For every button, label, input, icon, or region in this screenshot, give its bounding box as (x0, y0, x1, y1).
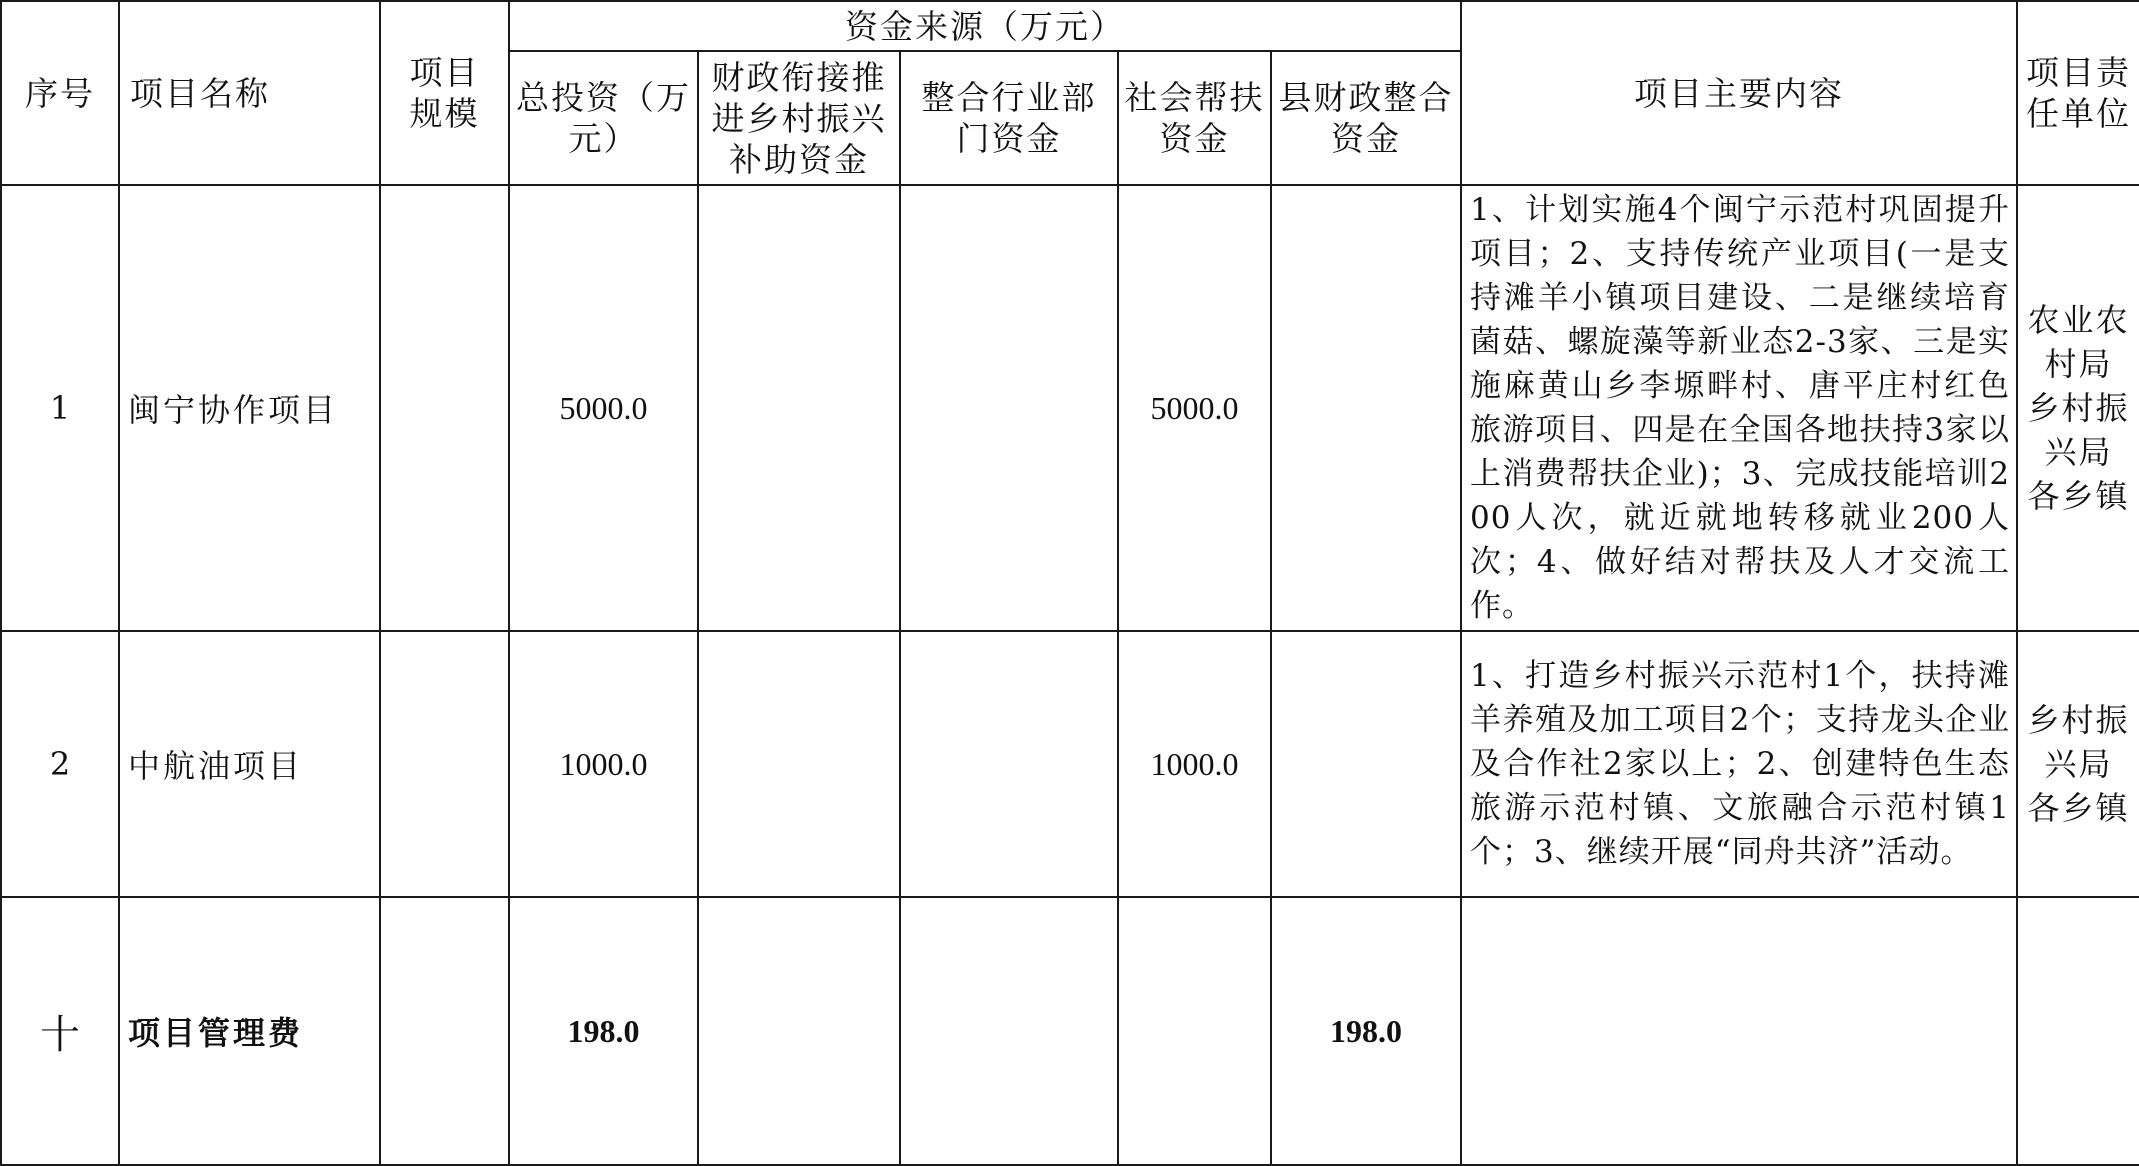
row-unit: 乡村振 兴局 各乡镇 (2017, 631, 2139, 897)
row-name: 项目管理费 (119, 897, 380, 1165)
header-name: 项目名称 (119, 1, 380, 185)
row-total: 198.0 (509, 897, 698, 1165)
row-content: 1、计划实施4个闽宁示范村巩固提升项目；2、支持传统产业项目(一是支持滩羊小镇项目建设、二是继续培育菌菇、螺旋藻等新业态2-3家、三是实施麻黄山乡李塬畔村、唐平庄村红色旅游项目、四是在全国各地扶持3家以上消费帮扶企业)；3、完成技能培训200人次，就近就地转移就业200人次；4、做好结对帮扶及人才交流工作。 (1461, 185, 2017, 631)
row-seq: 2 (1, 631, 119, 897)
header-county: 县财政整合 资金 (1271, 51, 1461, 185)
header-fund-source: 资金来源（万元） (509, 1, 1461, 51)
header-fiscal: 财政衔接推 进乡村振兴 补助资金 (698, 51, 900, 185)
row-fiscal (698, 631, 900, 897)
row-unit: 农业农 村局 乡村振 兴局 各乡镇 (2017, 185, 2139, 631)
row-fiscal (698, 185, 900, 631)
row-county: 198.0 (1271, 897, 1461, 1165)
header-content: 项目主要内容 (1461, 1, 2017, 185)
row-county (1271, 185, 1461, 631)
header-scale: 项目 规模 (380, 1, 509, 185)
row-industry (900, 631, 1118, 897)
table-row (1, 631, 2139, 897)
row-name: 闽宁协作项目 (119, 185, 380, 631)
row-content (1461, 897, 2017, 1165)
row-social (1118, 897, 1271, 1165)
header-unit: 项目责 任单位 (2017, 1, 2139, 185)
table-row (1, 185, 2139, 631)
header-seq: 序号 (1, 1, 119, 185)
header-social: 社会帮扶 资金 (1118, 51, 1271, 185)
row-scale (380, 897, 509, 1165)
row-total: 5000.0 (509, 185, 698, 631)
header-industry: 整合行业部 门资金 (900, 51, 1118, 185)
row-unit (2017, 897, 2139, 1165)
row-scale (380, 631, 509, 897)
row-fiscal (698, 897, 900, 1165)
row-seq: 1 (1, 185, 119, 631)
row-social: 5000.0 (1118, 185, 1271, 631)
row-total: 1000.0 (509, 631, 698, 897)
row-name: 中航油项目 (119, 631, 380, 897)
row-content: 1、打造乡村振兴示范村1个，扶持滩羊养殖及加工项目2个；支持龙头企业及合作社2家以上；2、创建特色生态旅游示范村镇、文旅融合示范村镇1个；3、继续开展“同舟共济”活动。 (1461, 631, 2017, 897)
row-social: 1000.0 (1118, 631, 1271, 897)
row-industry (900, 185, 1118, 631)
row-industry (900, 897, 1118, 1165)
table-row (1, 897, 2139, 1165)
header-total: 总投资（万 元） (509, 51, 698, 185)
row-seq: 十 (1, 897, 119, 1165)
row-county (1271, 631, 1461, 897)
row-scale (380, 185, 509, 631)
